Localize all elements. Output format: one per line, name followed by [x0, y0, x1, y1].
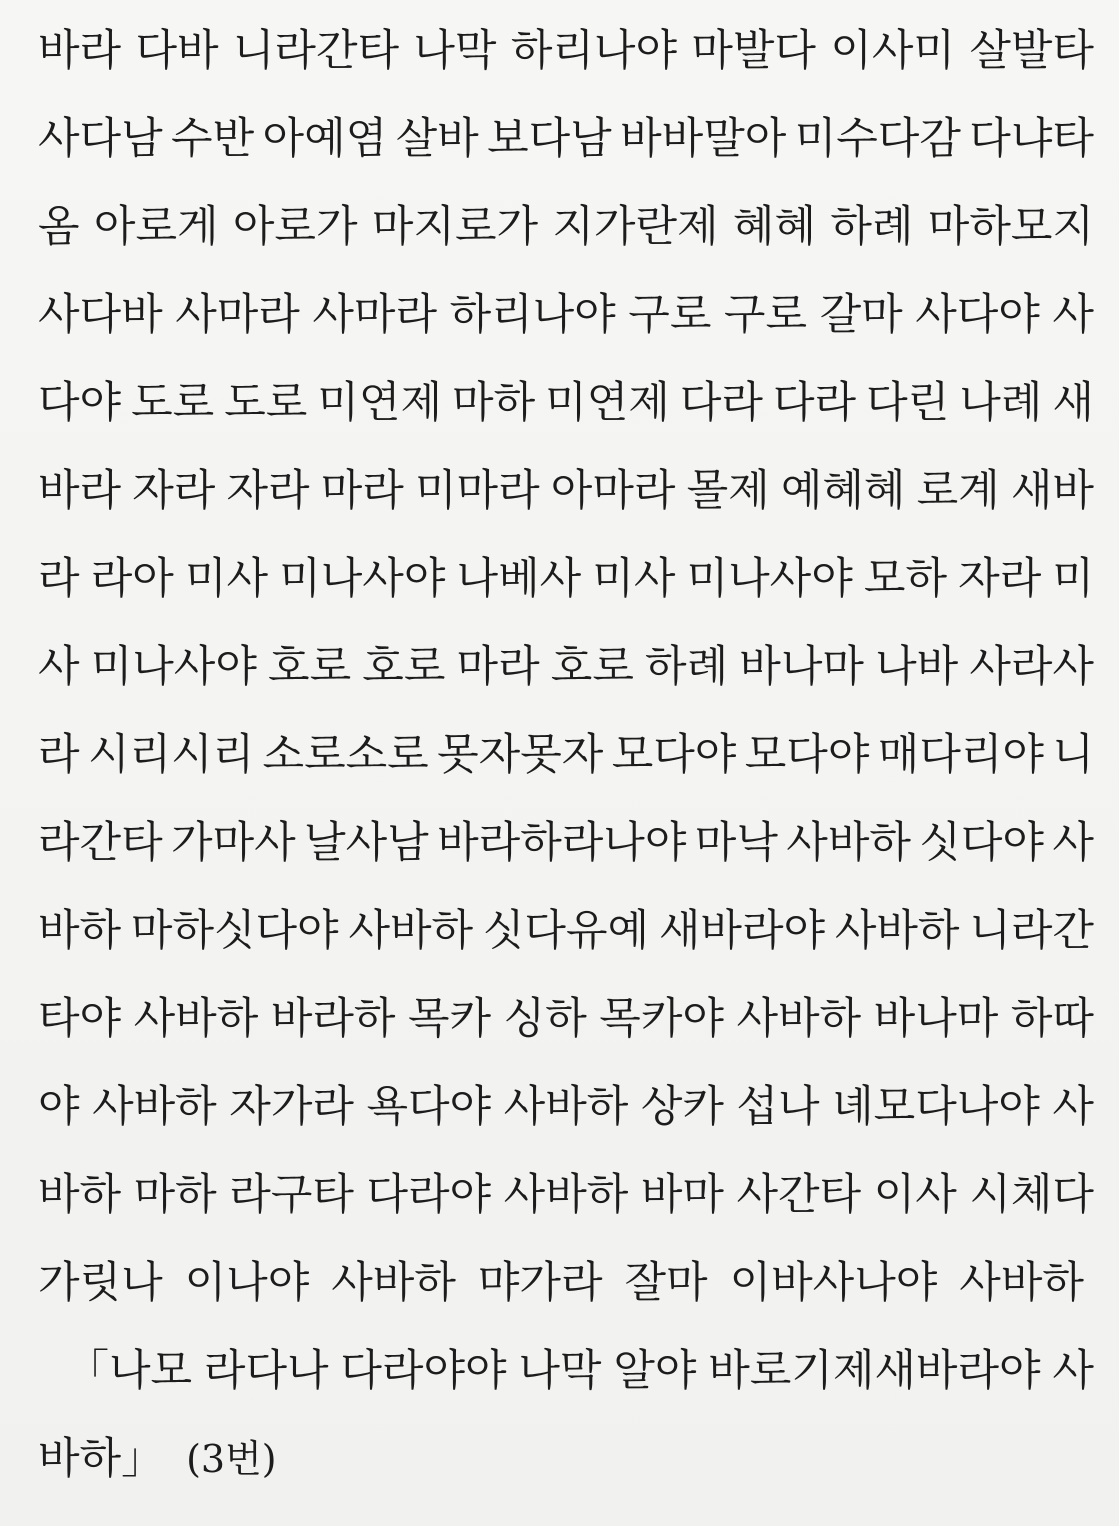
word: 자라 — [226, 466, 310, 516]
word: 다바 — [135, 26, 219, 76]
word: 사다남 — [38, 114, 163, 164]
word: 라간타 — [38, 818, 163, 868]
word: 미 — [1052, 554, 1094, 604]
word: 니라간 — [969, 906, 1094, 956]
word: 미연제 — [317, 378, 442, 428]
word: 미수다감 — [794, 114, 961, 164]
word: 「나모 — [66, 1346, 193, 1396]
word: 나례 — [959, 378, 1043, 428]
word: 지가란제 — [552, 202, 719, 252]
text-line — [38, 280, 1094, 350]
word: 싯다유예 — [482, 906, 650, 956]
word: 사바하 — [348, 906, 474, 956]
word: 미연제 — [545, 378, 670, 428]
word: 다라야 — [366, 1170, 492, 1220]
word: 하리나야 — [449, 290, 616, 340]
word: 이바사나야 — [729, 1258, 938, 1308]
word: 자가라 — [229, 1082, 354, 1132]
word: 사다야 — [915, 290, 1040, 340]
word: 아예염 — [262, 114, 388, 164]
word: 다라 — [679, 378, 763, 428]
word: 니 — [1052, 730, 1094, 780]
word: 아로게 — [93, 202, 219, 252]
word: 사바하 — [834, 906, 960, 956]
word: 시체다 — [969, 1170, 1094, 1220]
word: 마라 — [456, 642, 540, 692]
text-line — [38, 1072, 1094, 1142]
word: 사 — [38, 642, 80, 692]
word: 로계 — [916, 466, 1000, 516]
word: 라구타 — [229, 1170, 354, 1220]
word: 날사남 — [304, 818, 429, 868]
word: 다라야야 — [340, 1346, 507, 1396]
word: 바로기제새바라야 — [708, 1346, 1041, 1396]
word: 새바라야 — [658, 906, 826, 956]
word: 나바 — [875, 642, 959, 692]
word: 사마라 — [312, 290, 437, 340]
word: 다라 — [772, 378, 857, 428]
word: 소로소로 — [262, 730, 429, 780]
word: 새 — [1052, 378, 1094, 428]
word: 구로 — [628, 290, 712, 340]
word: 라 — [38, 730, 80, 780]
word: 싱하 — [503, 994, 587, 1044]
text-line — [38, 192, 1094, 262]
word: 예혜혜 — [780, 466, 906, 516]
word: 라다나 — [203, 1346, 329, 1396]
word: 욕다야 — [366, 1082, 492, 1132]
word: 사 — [1052, 818, 1094, 868]
word: 이나야 — [184, 1258, 310, 1308]
word: 호로 — [362, 642, 446, 692]
word: 바바말아 — [620, 114, 787, 164]
word: 몰제 — [686, 466, 770, 516]
word: 마하싯다야 — [130, 906, 339, 956]
word: 잘마 — [624, 1258, 708, 1308]
word: 사바하 — [503, 1170, 629, 1220]
word: 마낙 — [694, 818, 778, 868]
word: 도로 — [224, 378, 308, 428]
word: 이사미 — [830, 26, 955, 76]
word: 가릿나 — [38, 1258, 163, 1308]
word: 사다바 — [38, 290, 163, 340]
word: 모다야 — [744, 730, 870, 780]
text-line — [38, 720, 1094, 790]
word: 도로 — [131, 378, 215, 428]
word: 미나사야 — [279, 554, 446, 604]
word: 호로 — [550, 642, 634, 692]
word: 사바하 — [786, 818, 911, 868]
text-line — [38, 1424, 1094, 1494]
word: 알야 — [613, 1346, 697, 1396]
word: 사 — [1052, 1346, 1094, 1396]
word: 바나마 — [739, 642, 864, 692]
repeat-note: (3번) — [186, 1437, 277, 1481]
word: 마라 — [320, 466, 404, 516]
text-line — [38, 896, 1094, 966]
word: 타야 — [38, 994, 122, 1044]
word: 사간타 — [736, 1170, 862, 1220]
word: 아로가 — [232, 202, 358, 252]
word: 먀가라 — [477, 1258, 603, 1308]
word: 라아 — [90, 554, 174, 604]
word: 살바 — [395, 114, 479, 164]
word: 하례 — [645, 642, 729, 692]
word: 시리시리 — [87, 730, 255, 780]
text-line — [38, 456, 1094, 526]
word: 바하 — [38, 1170, 122, 1220]
word: 사바하 — [503, 1082, 629, 1132]
word: 목카야 — [599, 994, 724, 1044]
word: 가마사 — [171, 818, 296, 868]
word: 섭나 — [736, 1082, 820, 1132]
word: 사 — [1052, 290, 1094, 340]
text-line — [38, 544, 1094, 614]
word: 자라 — [958, 554, 1042, 604]
word: 모다야 — [611, 730, 737, 780]
word: 상카 — [640, 1082, 724, 1132]
word: 사바하 — [133, 994, 259, 1044]
word: 나베사 — [456, 554, 582, 604]
text-line — [38, 368, 1094, 438]
word: 마하모지 — [927, 202, 1094, 252]
word: 미나사야 — [90, 642, 257, 692]
word: 바라 — [38, 466, 122, 516]
word: 하례 — [830, 202, 914, 252]
word: 미마라 — [415, 466, 540, 516]
word: 바나마 — [873, 994, 999, 1044]
word: 마하 — [452, 378, 536, 428]
word: 사바하 — [959, 1258, 1084, 1308]
word: 사바하 — [736, 994, 862, 1044]
word: 다린 — [866, 378, 950, 428]
text-line — [38, 632, 1094, 702]
word: 사바하 — [331, 1258, 456, 1308]
word: 사라사 — [969, 642, 1094, 692]
word: 새바 — [1010, 466, 1094, 516]
word: 바하」 — [38, 1434, 165, 1484]
word: 살발타 — [969, 26, 1094, 76]
word: 사 — [1052, 1082, 1094, 1132]
word: 바하 — [38, 906, 122, 956]
word: 다야 — [38, 378, 122, 428]
word: 하리나야 — [510, 26, 677, 76]
word: 바라 — [38, 26, 122, 76]
word: 사마라 — [175, 290, 300, 340]
text-line — [38, 984, 1094, 1054]
word: 목카 — [408, 994, 492, 1044]
word: 바라하 — [270, 994, 396, 1044]
word: 하따 — [1010, 994, 1094, 1044]
word: 구로 — [723, 290, 807, 340]
word: 매다리야 — [877, 730, 1044, 780]
word: 녜모다나야 — [832, 1082, 1040, 1132]
word: 싯다야 — [919, 818, 1044, 868]
word: 미사 — [592, 554, 676, 604]
word: 마지로가 — [371, 202, 539, 252]
text-line — [38, 104, 1094, 174]
word: 다냐타 — [969, 114, 1094, 164]
word: 바라하라나야 — [437, 818, 687, 868]
word: 야 — [38, 1082, 80, 1132]
text-line — [38, 1160, 1094, 1230]
word: 나막 — [413, 26, 497, 76]
word: 나막 — [518, 1346, 602, 1396]
word: 호로 — [268, 642, 352, 692]
word: 니라간타 — [232, 26, 400, 76]
word: 혜혜 — [732, 202, 816, 252]
word: 못자못자 — [437, 730, 604, 780]
text-line — [38, 808, 1094, 878]
word: 이사 — [873, 1170, 957, 1220]
word: 라 — [38, 554, 80, 604]
word: 미사 — [184, 554, 269, 604]
word: 바마 — [640, 1170, 724, 1220]
text-line — [38, 1248, 1094, 1318]
word: 미나사야 — [686, 554, 853, 604]
word: 마하 — [133, 1170, 217, 1220]
word: 수반 — [171, 114, 255, 164]
text-line — [38, 16, 1094, 86]
word: 옴 — [38, 202, 80, 252]
text-line — [66, 1336, 1094, 1406]
word: 마발다 — [691, 26, 816, 76]
word: 갈마 — [819, 290, 903, 340]
word: 자라 — [132, 466, 216, 516]
word: 사바하 — [92, 1082, 217, 1132]
word: 보다남 — [487, 114, 612, 164]
word: 아마라 — [550, 466, 676, 516]
word: 모하 — [863, 554, 947, 604]
